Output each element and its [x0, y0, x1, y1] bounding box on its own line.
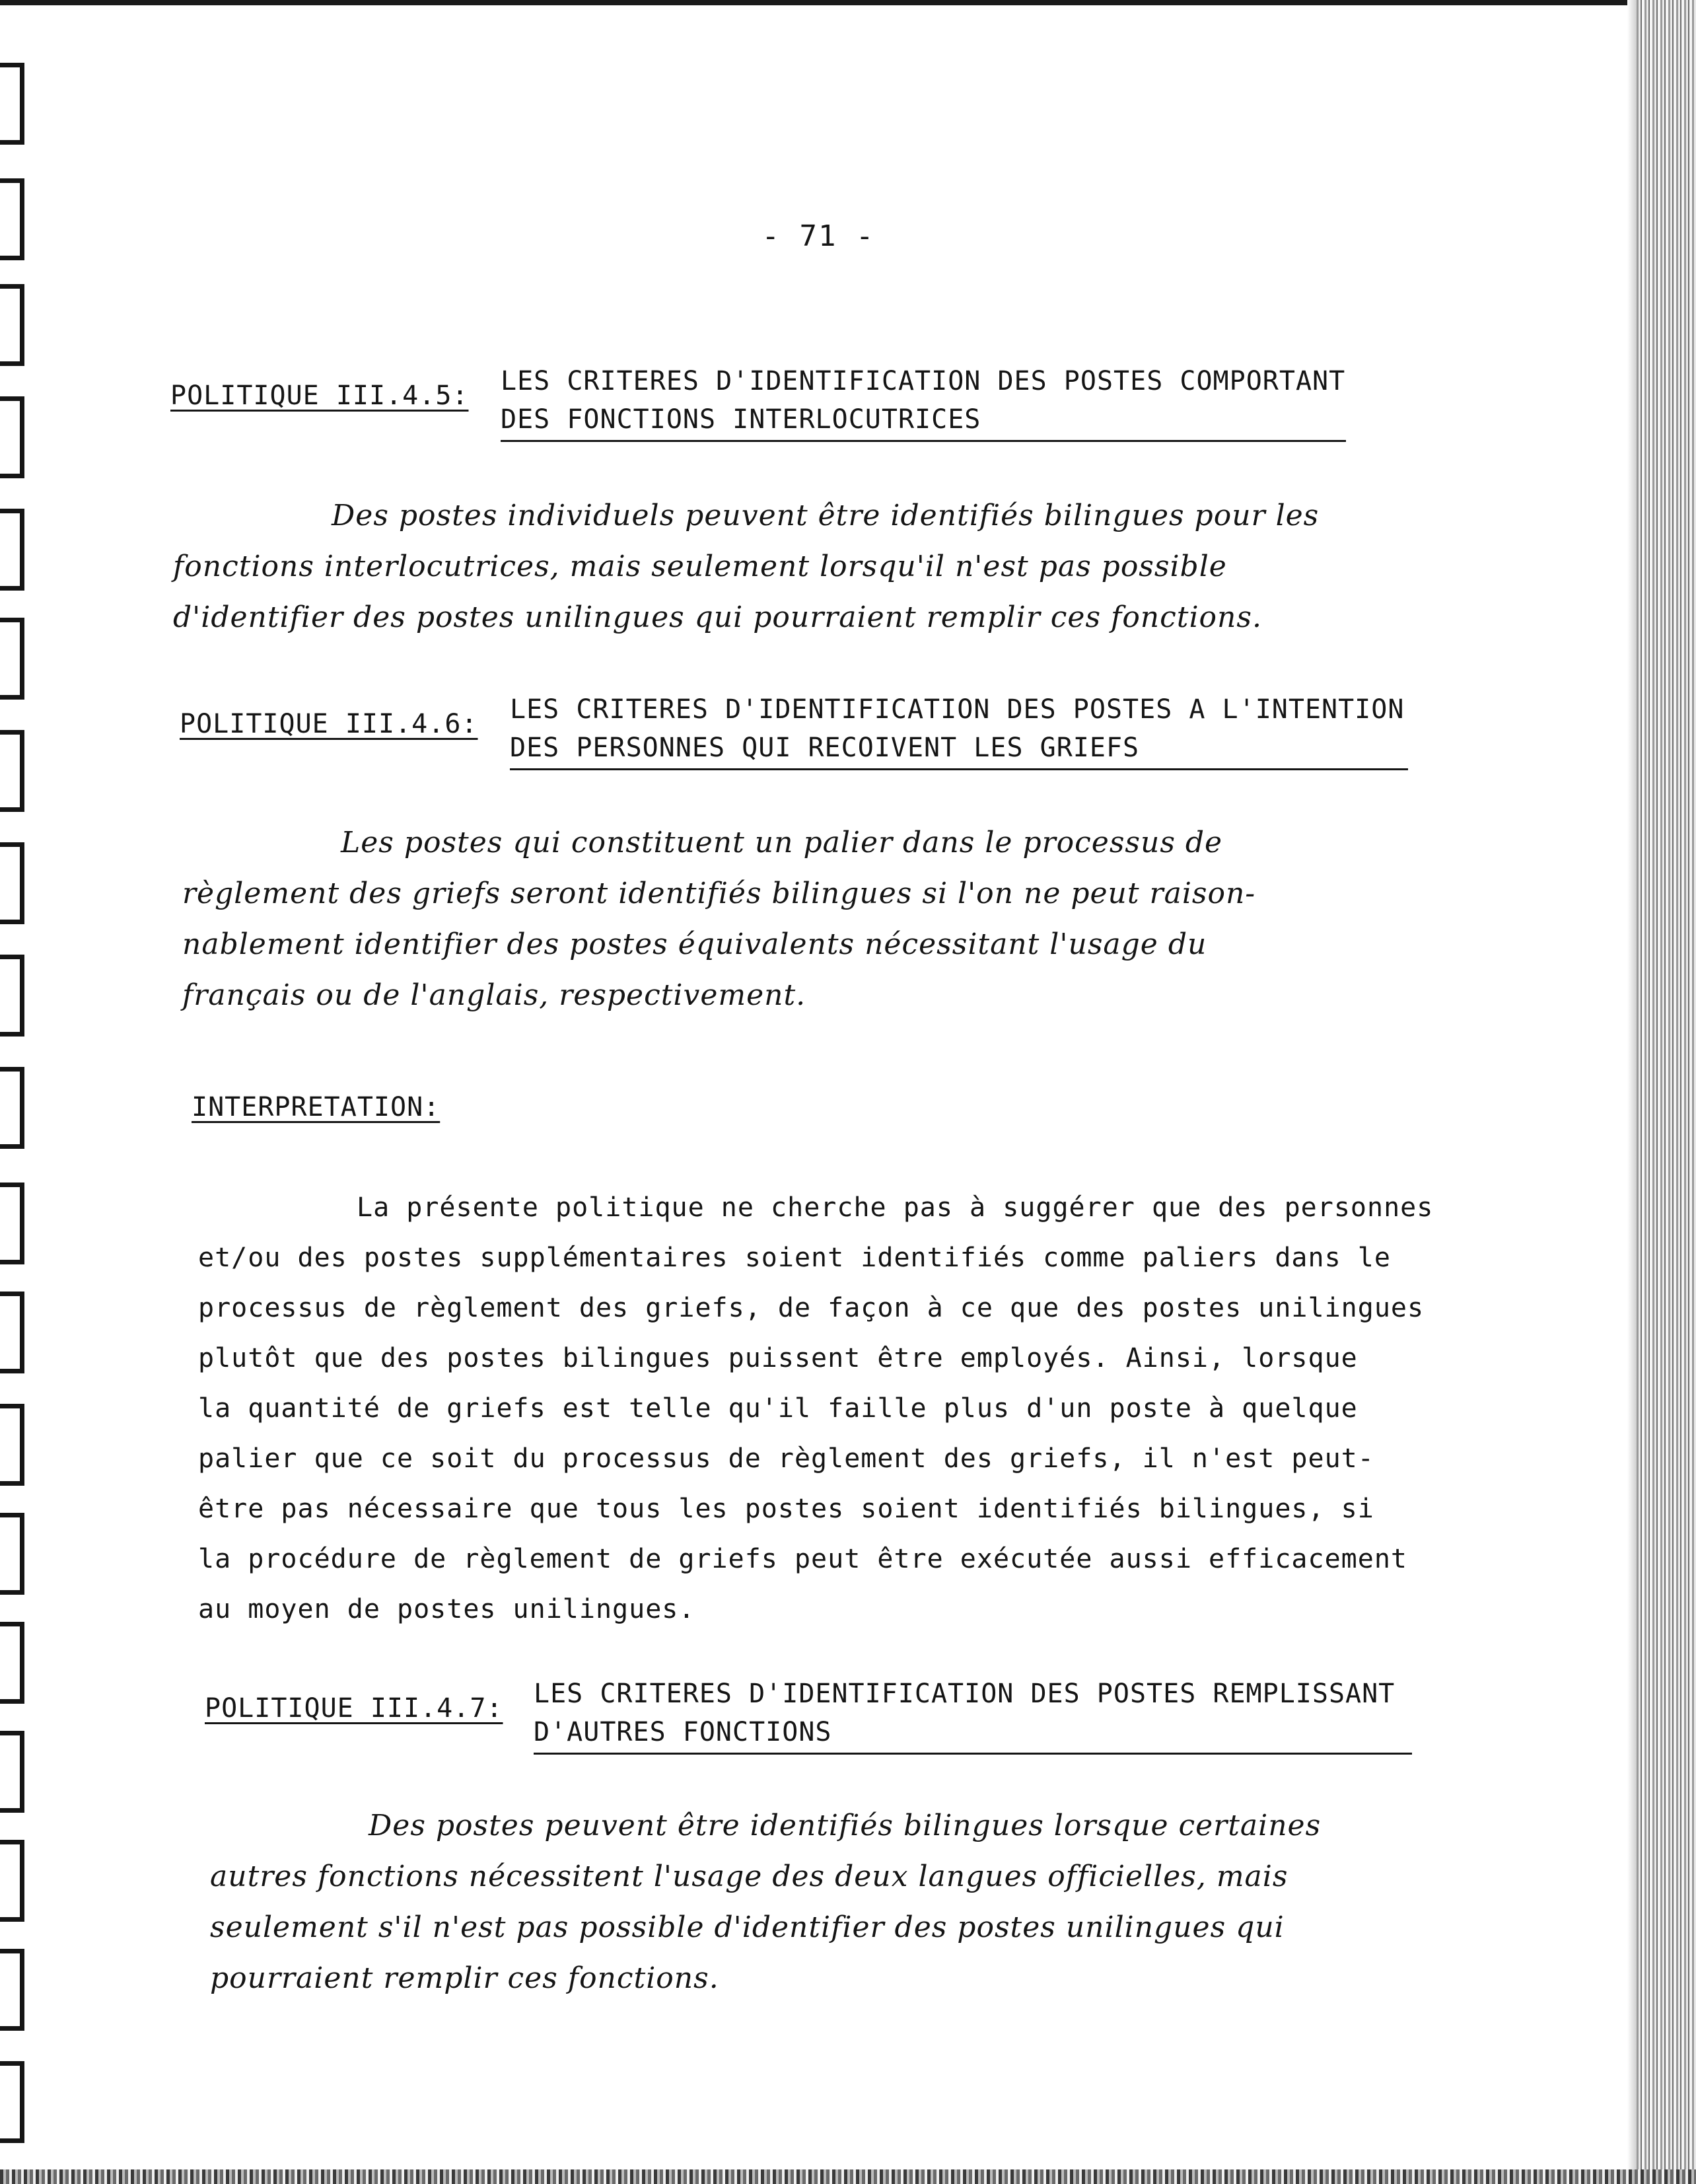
binder-ring — [0, 1840, 24, 1922]
policy-title — [501, 362, 1346, 442]
body-line: La présente politique ne cherche pas à suggérer que des personnes — [357, 1192, 1434, 1223]
body-line: fonctions interlocutrices, mais seulement lorsqu'il n'est pas possible — [173, 550, 1227, 583]
body-line: la procédure de règlement de griefs peut être exécutée aussi efficacement — [198, 1544, 1407, 1574]
body-line: palier que ce soit du processus de règlement des griefs, il n'est peut- — [198, 1443, 1374, 1474]
binder-ring — [0, 1622, 24, 1704]
policy-body — [210, 1800, 1321, 2004]
body-line: français ou de l'anglais, respectivement. — [182, 978, 806, 1012]
policy-code: POLITIQUE III.4.7: — [205, 1693, 503, 1724]
binder-ring — [0, 842, 24, 924]
body-line: pourraient remplir ces fonctions. — [210, 1961, 719, 1995]
binder-ring — [0, 284, 24, 366]
binder-ring — [0, 1404, 24, 1486]
binder-ring — [0, 1513, 24, 1595]
policy-code: POLITIQUE III.4.5: — [170, 381, 469, 411]
body-line: règlement des griefs seront identifiés bilingues si l'on ne peut raison- — [182, 877, 1256, 910]
policy-code: POLITIQUE III.4.6: — [180, 709, 478, 739]
binder-ring — [0, 396, 24, 478]
page-right-shadow — [1627, 0, 1637, 2184]
binder-ring — [0, 1067, 24, 1149]
body-line: Les postes qui constituent un palier dans le processus de — [341, 826, 1223, 859]
body-line: processus de règlement des griefs, de façon à ce que des postes unilingues — [198, 1293, 1425, 1323]
scan-top-edge — [0, 0, 1696, 5]
binder-ring — [0, 1949, 24, 2031]
policy-title-line: LES CRITERES D'IDENTIFICATION DES POSTES A L'INTENTION — [510, 694, 1405, 725]
body-line: plutôt que des postes bilingues puissent être employés. Ainsi, lorsque — [198, 1343, 1358, 1373]
binder-rings — [0, 0, 59, 2184]
body-line: être pas nécessaire que tous les postes soient identifiés bilingues, si — [198, 1494, 1374, 1524]
policy-title-line: D'AUTRES FONCTIONS — [534, 1717, 832, 1747]
body-line: au moyen de postes unilingues. — [198, 1594, 695, 1624]
policy-title-line: LES CRITERES D'IDENTIFICATION DES POSTES COMPORTANT — [501, 366, 1346, 396]
binder-ring — [0, 63, 24, 145]
binder-ring — [0, 618, 24, 700]
policy-title — [510, 690, 1408, 770]
policy-title-line: LES CRITERES D'IDENTIFICATION DES POSTES REMPLISSANT — [534, 1679, 1396, 1709]
policy-title-line: DES FONCTIONS INTERLOCUTRICES — [501, 404, 981, 435]
binder-ring — [0, 509, 24, 591]
body-line: et/ou des postes supplémentaires soient identifiés comme paliers dans le — [198, 1243, 1391, 1273]
binder-ring — [0, 1292, 24, 1373]
policy-heading — [170, 362, 1359, 448]
binder-ring — [0, 955, 24, 1037]
body-line: Des postes peuvent être identifiés bilingues lorsque certaines — [369, 1809, 1322, 1842]
body-line: nablement identifier des postes équivalents nécessitant l'usage du — [182, 928, 1207, 961]
page-number: - 71 - — [761, 219, 875, 253]
policy-heading — [205, 1675, 1427, 1761]
body-line: autres fonctions nécessitent l'usage des deux langues officielles, mais — [210, 1860, 1289, 1893]
policy-body — [182, 817, 1255, 1021]
policy-body — [173, 490, 1319, 643]
body-line: d'identifier des postes unilingues qui pourraient remplir ces fonctions. — [173, 601, 1262, 634]
scan-bottom-edge — [0, 2169, 1696, 2184]
interpretation-heading: INTERPRETATION: — [192, 1092, 441, 1122]
binder-ring — [0, 730, 24, 812]
policy-heading — [180, 690, 1405, 776]
body-line: la quantité de griefs est telle qu'il faille plus d'un poste à quelque — [198, 1393, 1358, 1424]
scan-right-edge — [1637, 0, 1696, 2184]
body-line: seulement s'il n'est pas possible d'identifier des postes unilingues qui — [210, 1911, 1285, 1944]
binder-ring — [0, 2061, 24, 2143]
policy-title — [534, 1675, 1412, 1755]
body-line: Des postes individuels peuvent être identifiés bilingues pour les — [332, 499, 1320, 532]
binder-ring — [0, 1183, 24, 1264]
policy-title-line: DES PERSONNES QUI RECOIVENT LES GRIEFS — [510, 733, 1140, 763]
interpretation-body — [198, 1183, 1433, 1634]
binder-ring — [0, 1731, 24, 1813]
